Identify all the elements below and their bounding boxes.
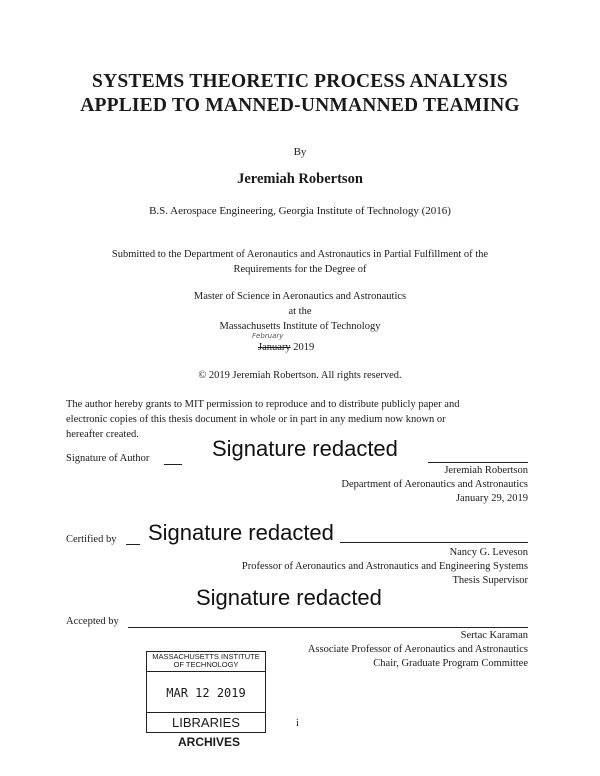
certified-label: Certified by <box>66 534 117 545</box>
chair-role: Chair, Graduate Program Committee <box>373 658 528 669</box>
author-name-rule <box>428 462 528 463</box>
degree-line-2: at the <box>288 306 312 317</box>
stamp-header <box>147 652 265 672</box>
certified-signature-redacted: Signature redacted <box>148 520 334 545</box>
by-label: By <box>293 146 307 158</box>
accepted-signature-line <box>128 627 528 628</box>
author-detail-date: January 29, 2019 <box>455 493 528 504</box>
title-line-2: APPLIED TO MANNED-UNMANNED TEAMING <box>80 95 520 116</box>
prior-degree: B.S. Aerospace Engineering, Georgia Institute of Technology (2016) <box>149 205 451 217</box>
accepted-signature-redacted: Signature redacted <box>196 585 382 610</box>
submission-line-1: Submitted to the Department of Aeronautics and Astronautics in Partial Fulfillment of the <box>111 249 489 260</box>
stamp-date: MAR 12 2019 <box>166 686 246 700</box>
certified-signature-line <box>340 542 528 543</box>
author-details <box>341 464 528 506</box>
permission-line-1: The author hereby grants to MIT permission to reproduce and to distribute publicly paper and <box>66 399 460 410</box>
page-number: i <box>296 718 299 729</box>
accepted-label: Accepted by <box>66 616 119 627</box>
stamp-header-line-2: OF TECHNOLOGY <box>173 660 239 669</box>
stamp-archives: ARCHIVES <box>178 735 241 749</box>
certified-signature-line-start <box>126 544 140 545</box>
thesis-title <box>0 70 600 118</box>
title-line-1: SYSTEMS THEORETIC PROCESS ANALYSIS <box>92 71 508 92</box>
submission-line-2: Requirements for the Degree of <box>233 264 367 275</box>
supervisor-role: Thesis Supervisor <box>452 575 528 586</box>
handwritten-month: February <box>252 332 284 340</box>
submission-statement <box>0 247 600 277</box>
submission-date <box>258 342 314 353</box>
author-signature-line <box>164 464 182 465</box>
degree-line-1: Master of Science in Aeronautics and Astronautics <box>193 291 407 302</box>
permission-line-2: electronic copies of this thesis document in whole or in part in any medium now known or <box>66 414 446 425</box>
permission-line-3: hereafter created. <box>66 429 139 440</box>
chair-title: Associate Professor of Aeronautics and Astronautics <box>307 644 528 655</box>
degree-line-3: Massachusetts Institute of Technology <box>219 321 381 332</box>
author-name: Jeremiah Robertson <box>237 171 363 187</box>
degree-statement <box>0 289 600 334</box>
supervisor-title: Professor of Aeronautics and Astronautics and Engineering Systems <box>241 561 528 572</box>
author-signature-redacted: Signature redacted <box>212 436 398 461</box>
struck-month: January <box>258 342 291 353</box>
author-signature-label: Signature of Author <box>66 453 150 464</box>
date-year: 2019 <box>293 342 315 353</box>
committee-chair-details <box>308 629 528 671</box>
author-detail-name: Jeremiah Robertson <box>444 465 528 476</box>
author-detail-department: Department of Aeronautics and Astronautics <box>341 479 528 490</box>
copyright-notice: © 2019 Jeremiah Robertson. All rights reserved. <box>198 370 402 381</box>
stamp-header-line-1: MASSACHUSETTS INSTITUTE <box>152 652 260 661</box>
library-stamp <box>146 651 266 733</box>
chair-name: Sertac Karaman <box>460 630 528 641</box>
stamp-libraries: LIBRARIES <box>147 712 265 733</box>
supervisor-details <box>242 546 528 588</box>
supervisor-name: Nancy G. Leveson <box>449 547 528 558</box>
